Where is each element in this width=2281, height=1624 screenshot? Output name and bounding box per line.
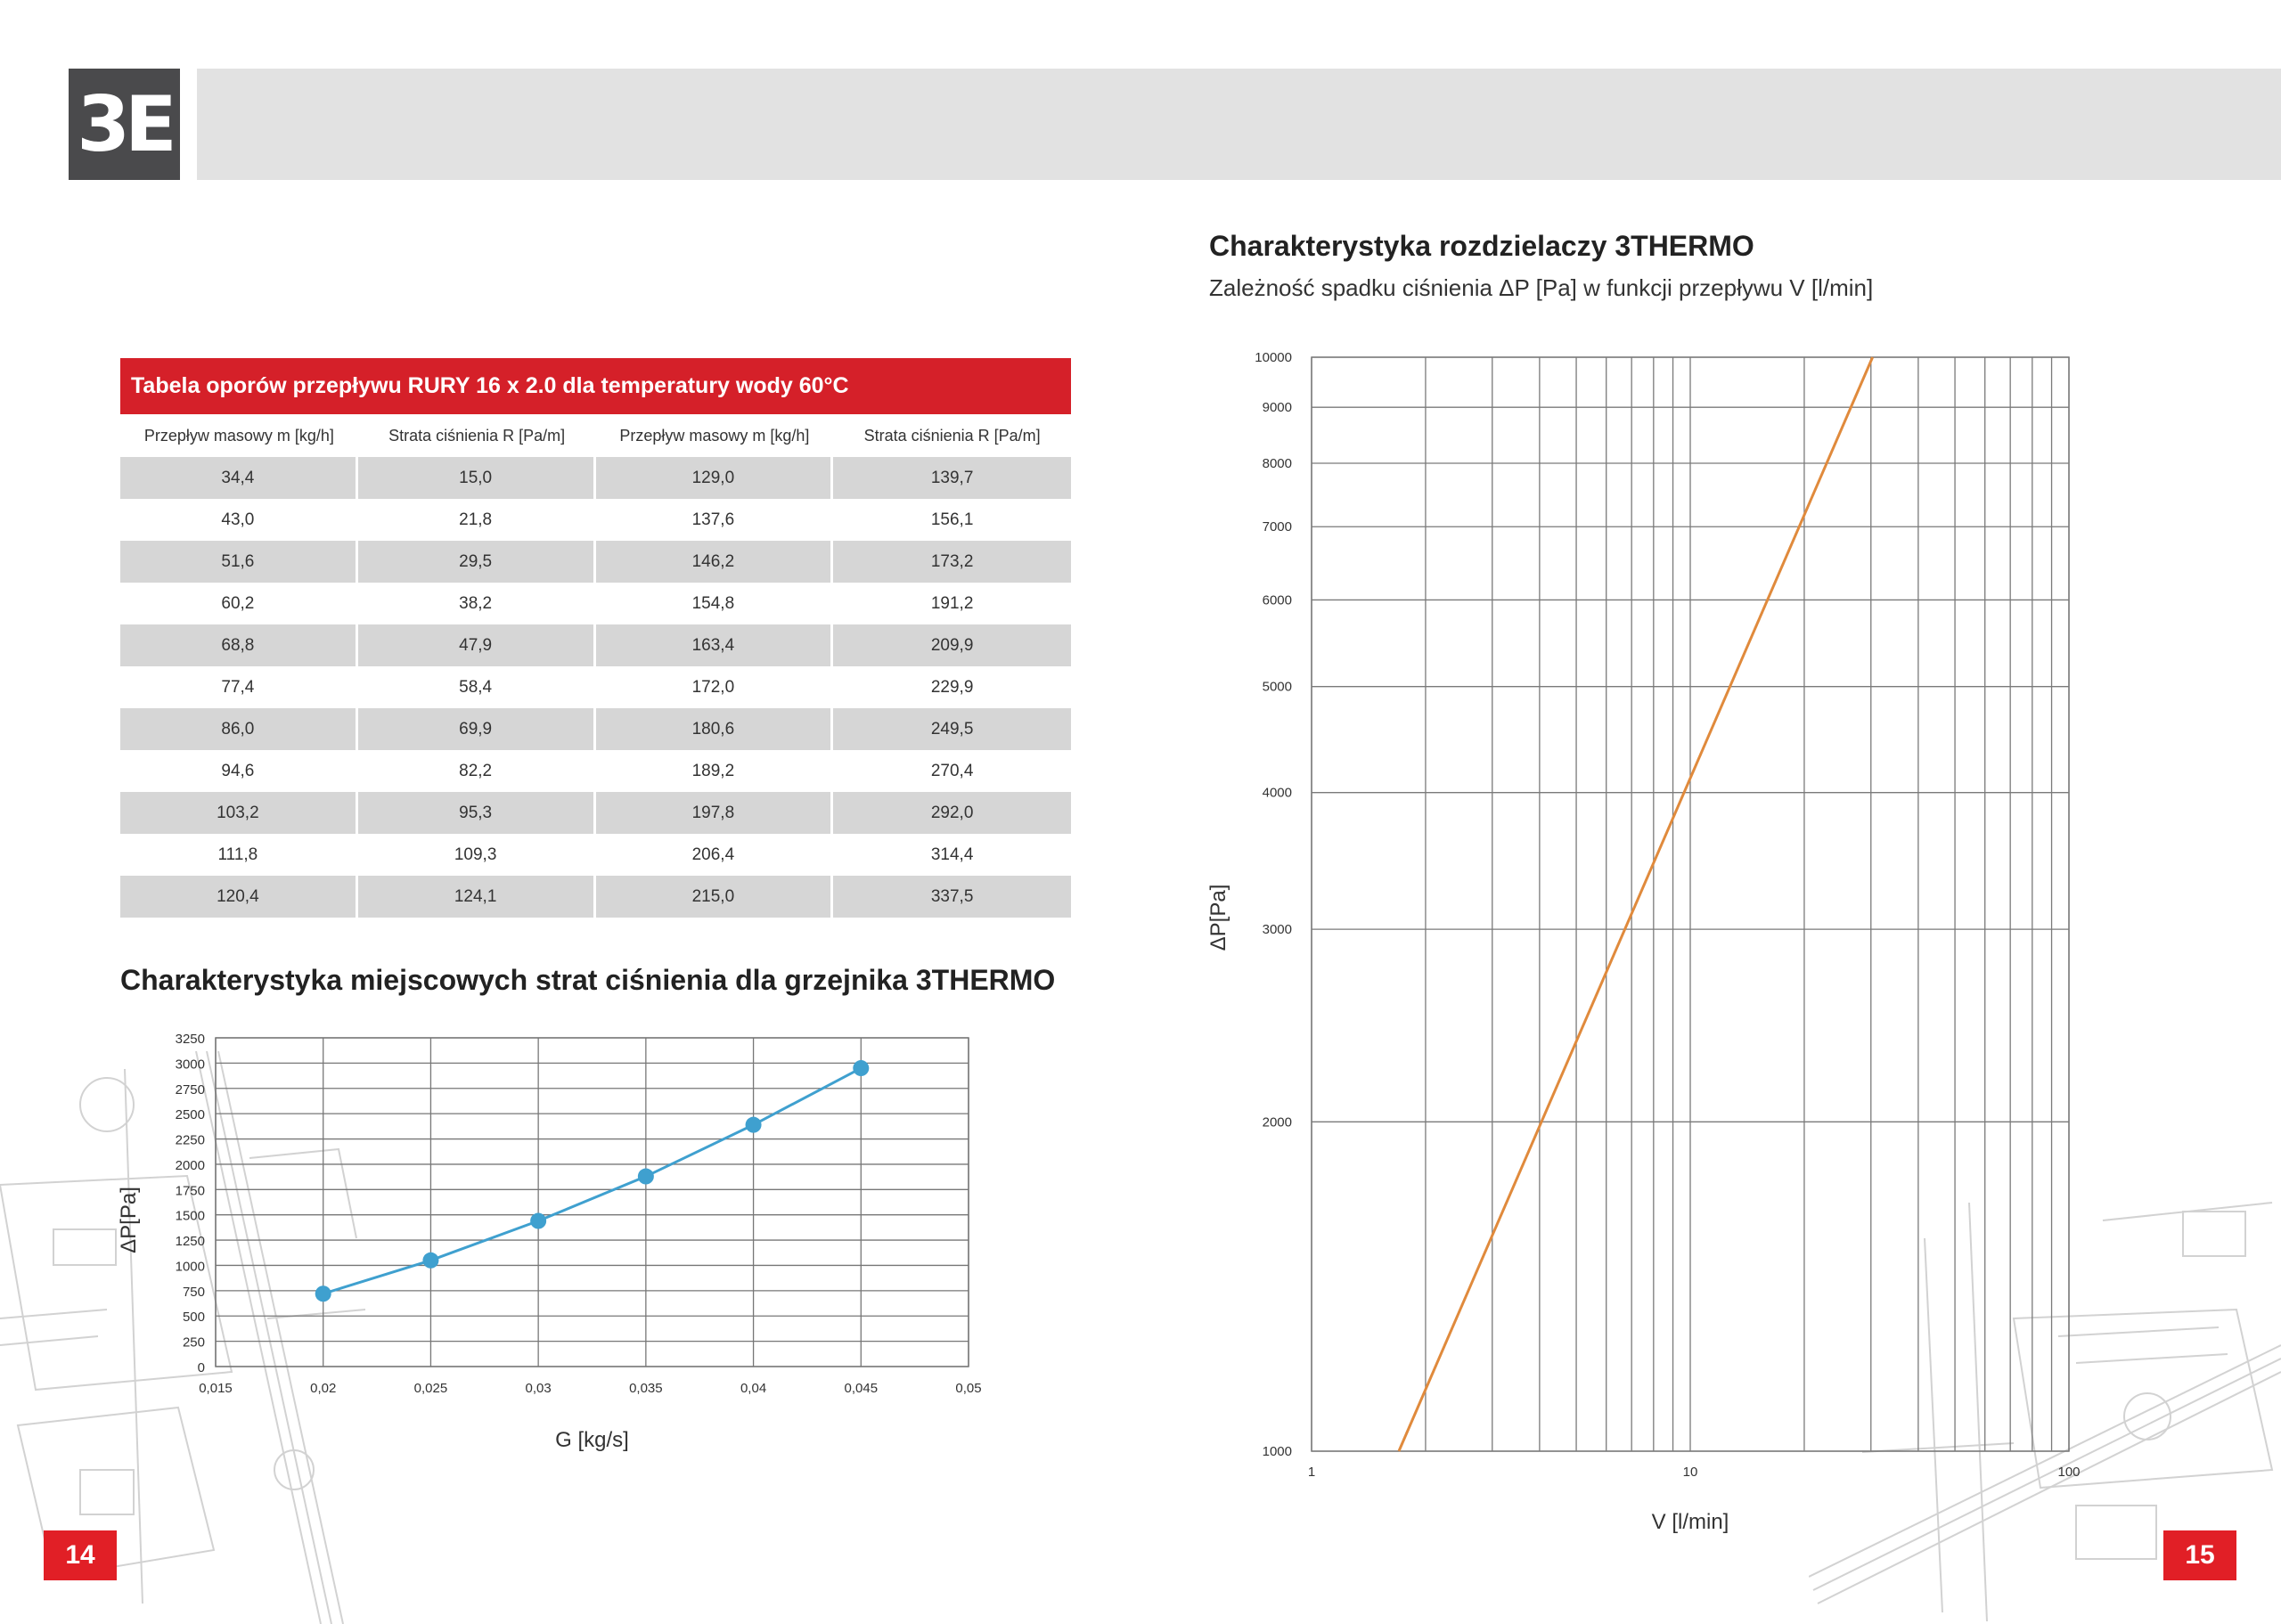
table-cell: 215,0 bbox=[596, 876, 834, 918]
table-cell: 206,4 bbox=[596, 834, 834, 876]
y-tick-label: 2500 bbox=[175, 1107, 205, 1123]
table-cell: 82,2 bbox=[358, 750, 596, 792]
table-cell: 229,9 bbox=[930, 677, 974, 697]
table-cell: 292,0 bbox=[833, 792, 1071, 834]
y-tick-label: 1500 bbox=[175, 1208, 205, 1224]
plot-frame bbox=[216, 1038, 969, 1367]
table-cell: 109,3 bbox=[358, 834, 596, 876]
x-tick-label: 1 bbox=[1307, 1465, 1316, 1480]
table-cell: 189,2 bbox=[596, 750, 834, 792]
y-tick-label: 8000 bbox=[1262, 456, 1292, 472]
y-axis-label: ΔP[Pa] bbox=[117, 1187, 141, 1253]
table-cell: 111,8 bbox=[120, 834, 358, 876]
table-cell: 120,4 bbox=[120, 876, 358, 918]
x-tick-label: 100 bbox=[2057, 1465, 2081, 1480]
x-tick-label: 0,04 bbox=[740, 1381, 767, 1396]
data-point bbox=[315, 1285, 331, 1302]
table-row bbox=[120, 876, 1071, 918]
table-cell: 58,4 bbox=[358, 666, 596, 708]
y-tick-label: 6000 bbox=[1262, 592, 1292, 608]
table-cell: 34,4 bbox=[120, 457, 358, 499]
y-tick-label: 1250 bbox=[175, 1234, 205, 1250]
table-row bbox=[120, 708, 1071, 750]
table-cell: 94,6 bbox=[120, 750, 358, 792]
x-tick-label: 0,025 bbox=[413, 1381, 448, 1396]
table-row bbox=[120, 457, 1071, 499]
series-line bbox=[323, 1068, 862, 1293]
data-point bbox=[746, 1117, 762, 1133]
header-pressure-loss-1: Strata ciśnienia R [Pa/m] bbox=[388, 426, 566, 445]
y-tick-label: 750 bbox=[182, 1284, 205, 1300]
y-tick-label: 3250 bbox=[175, 1032, 205, 1047]
header-pressure-loss-2: Strata ciśnienia R [Pa/m] bbox=[863, 426, 1041, 445]
table-cell: 21,8 bbox=[358, 499, 596, 541]
table-row bbox=[120, 583, 1071, 624]
table-cell: 156,1 bbox=[930, 510, 974, 529]
table-cell: 69,9 bbox=[358, 708, 596, 750]
y-tick-label: 1000 bbox=[1262, 1444, 1292, 1459]
table-cell: 86,0 bbox=[120, 708, 358, 750]
table-row bbox=[120, 624, 1071, 666]
table-cell: 163,4 bbox=[596, 624, 834, 666]
x-tick-label: 0,02 bbox=[310, 1381, 337, 1396]
table-cell: 209,9 bbox=[833, 624, 1071, 666]
y-tick-label: 3000 bbox=[1262, 922, 1292, 938]
x-tick-label: 0,035 bbox=[629, 1381, 663, 1396]
y-tick-label: 3000 bbox=[175, 1057, 205, 1073]
logo bbox=[69, 69, 180, 180]
series-line bbox=[1399, 357, 1873, 1451]
y-tick-label: 7000 bbox=[1262, 519, 1292, 535]
table-row bbox=[120, 499, 1071, 541]
table-row bbox=[120, 834, 1071, 876]
table-cell: 38,2 bbox=[358, 583, 596, 624]
table-cell: 124,1 bbox=[358, 876, 596, 918]
manifold-pressure-chart bbox=[1194, 339, 2085, 1550]
x-axis-label: V [l/min] bbox=[1651, 1510, 1729, 1534]
table-cell: 15,0 bbox=[358, 457, 596, 499]
data-point bbox=[853, 1060, 869, 1076]
table-row bbox=[120, 666, 1071, 708]
table-cell: 137,6 bbox=[596, 499, 834, 541]
header-mass-flow-1: Przepływ masowy m [kg/h] bbox=[143, 426, 334, 445]
table-cell: 47,9 bbox=[358, 624, 596, 666]
y-tick-label: 2750 bbox=[175, 1081, 205, 1098]
table-cell: 270,4 bbox=[930, 761, 974, 780]
y-tick-label: 2000 bbox=[175, 1157, 205, 1173]
table-title: Tabela oporów przepływu RURY 16 x 2.0 dla temperatury wody 60°C bbox=[120, 358, 1071, 414]
x-tick-label: 0,015 bbox=[199, 1381, 233, 1396]
radiator-chart-title: Charakterystyka miejscowych strat ciśnienia dla grzejnika 3THERMO bbox=[120, 964, 1056, 996]
data-point bbox=[638, 1169, 654, 1185]
x-axis-label: G [kg/s] bbox=[555, 1428, 629, 1452]
data-point bbox=[422, 1253, 438, 1269]
y-tick-label: 1000 bbox=[175, 1259, 205, 1275]
flow-resistance-table bbox=[120, 358, 1071, 918]
table-cell: 139,7 bbox=[833, 457, 1071, 499]
table-cell: 95,3 bbox=[358, 792, 596, 834]
y-tick-label: 1750 bbox=[175, 1183, 205, 1199]
table bbox=[120, 414, 1071, 918]
x-tick-label: 0,05 bbox=[955, 1381, 982, 1396]
header-bar bbox=[197, 69, 2281, 180]
table-cell: 43,0 bbox=[120, 499, 358, 541]
page-number-left: 14 bbox=[44, 1530, 117, 1580]
y-tick-label: 500 bbox=[182, 1310, 205, 1326]
header-mass-flow-2: Przepływ masowy m [kg/h] bbox=[619, 426, 810, 445]
y-tick-label: 2250 bbox=[175, 1132, 205, 1148]
x-tick-label: 10 bbox=[1682, 1465, 1698, 1480]
table-cell: 337,5 bbox=[833, 876, 1071, 918]
table-cell: 197,8 bbox=[596, 792, 834, 834]
table-cell: 129,0 bbox=[596, 457, 834, 499]
y-tick-label: 4000 bbox=[1262, 785, 1292, 801]
y-tick-label: 10000 bbox=[1255, 350, 1292, 365]
table-row bbox=[120, 541, 1071, 583]
table-cell: 77,4 bbox=[120, 666, 358, 708]
table-cell: 146,2 bbox=[596, 541, 834, 583]
table-cell: 172,0 bbox=[596, 666, 834, 708]
y-tick-label: 9000 bbox=[1262, 400, 1292, 416]
y-axis-label: ΔP[Pa] bbox=[1206, 884, 1230, 951]
table-header-row bbox=[120, 414, 1071, 457]
table-row bbox=[120, 792, 1071, 834]
table-cell: 68,8 bbox=[120, 624, 358, 666]
y-tick-label: 0 bbox=[197, 1360, 205, 1375]
table-cell: 173,2 bbox=[833, 541, 1071, 583]
y-tick-label: 5000 bbox=[1262, 679, 1292, 695]
page-number-right: 15 bbox=[2163, 1530, 2236, 1580]
table-cell: 314,4 bbox=[930, 845, 974, 864]
manifold-chart-title: Charakterystyka rozdzielaczy 3THERMO bbox=[1209, 230, 1754, 262]
table-cell: 154,8 bbox=[596, 583, 834, 624]
y-tick-label: 250 bbox=[182, 1334, 205, 1351]
manifold-chart-subtitle: Zależność spadku ciśnienia ΔP [Pa] w funkcji przepływu V [l/min] bbox=[1209, 274, 1874, 301]
table-cell: 103,2 bbox=[120, 792, 358, 834]
y-tick-label: 2000 bbox=[1262, 1114, 1292, 1130]
x-tick-label: 0,03 bbox=[525, 1381, 552, 1396]
radiator-pressure-chart bbox=[107, 1024, 998, 1461]
table-cell: 191,2 bbox=[930, 593, 974, 613]
x-tick-label: 0,045 bbox=[844, 1381, 879, 1396]
table-cell: 180,6 bbox=[596, 708, 834, 750]
table-cell: 51,6 bbox=[120, 541, 358, 583]
logo-text: 3E bbox=[77, 79, 172, 169]
table-row bbox=[120, 750, 1071, 792]
table-cell: 29,5 bbox=[358, 541, 596, 583]
table-cell: 249,5 bbox=[833, 708, 1071, 750]
table-cell: 60,2 bbox=[120, 583, 358, 624]
data-point bbox=[530, 1213, 546, 1229]
